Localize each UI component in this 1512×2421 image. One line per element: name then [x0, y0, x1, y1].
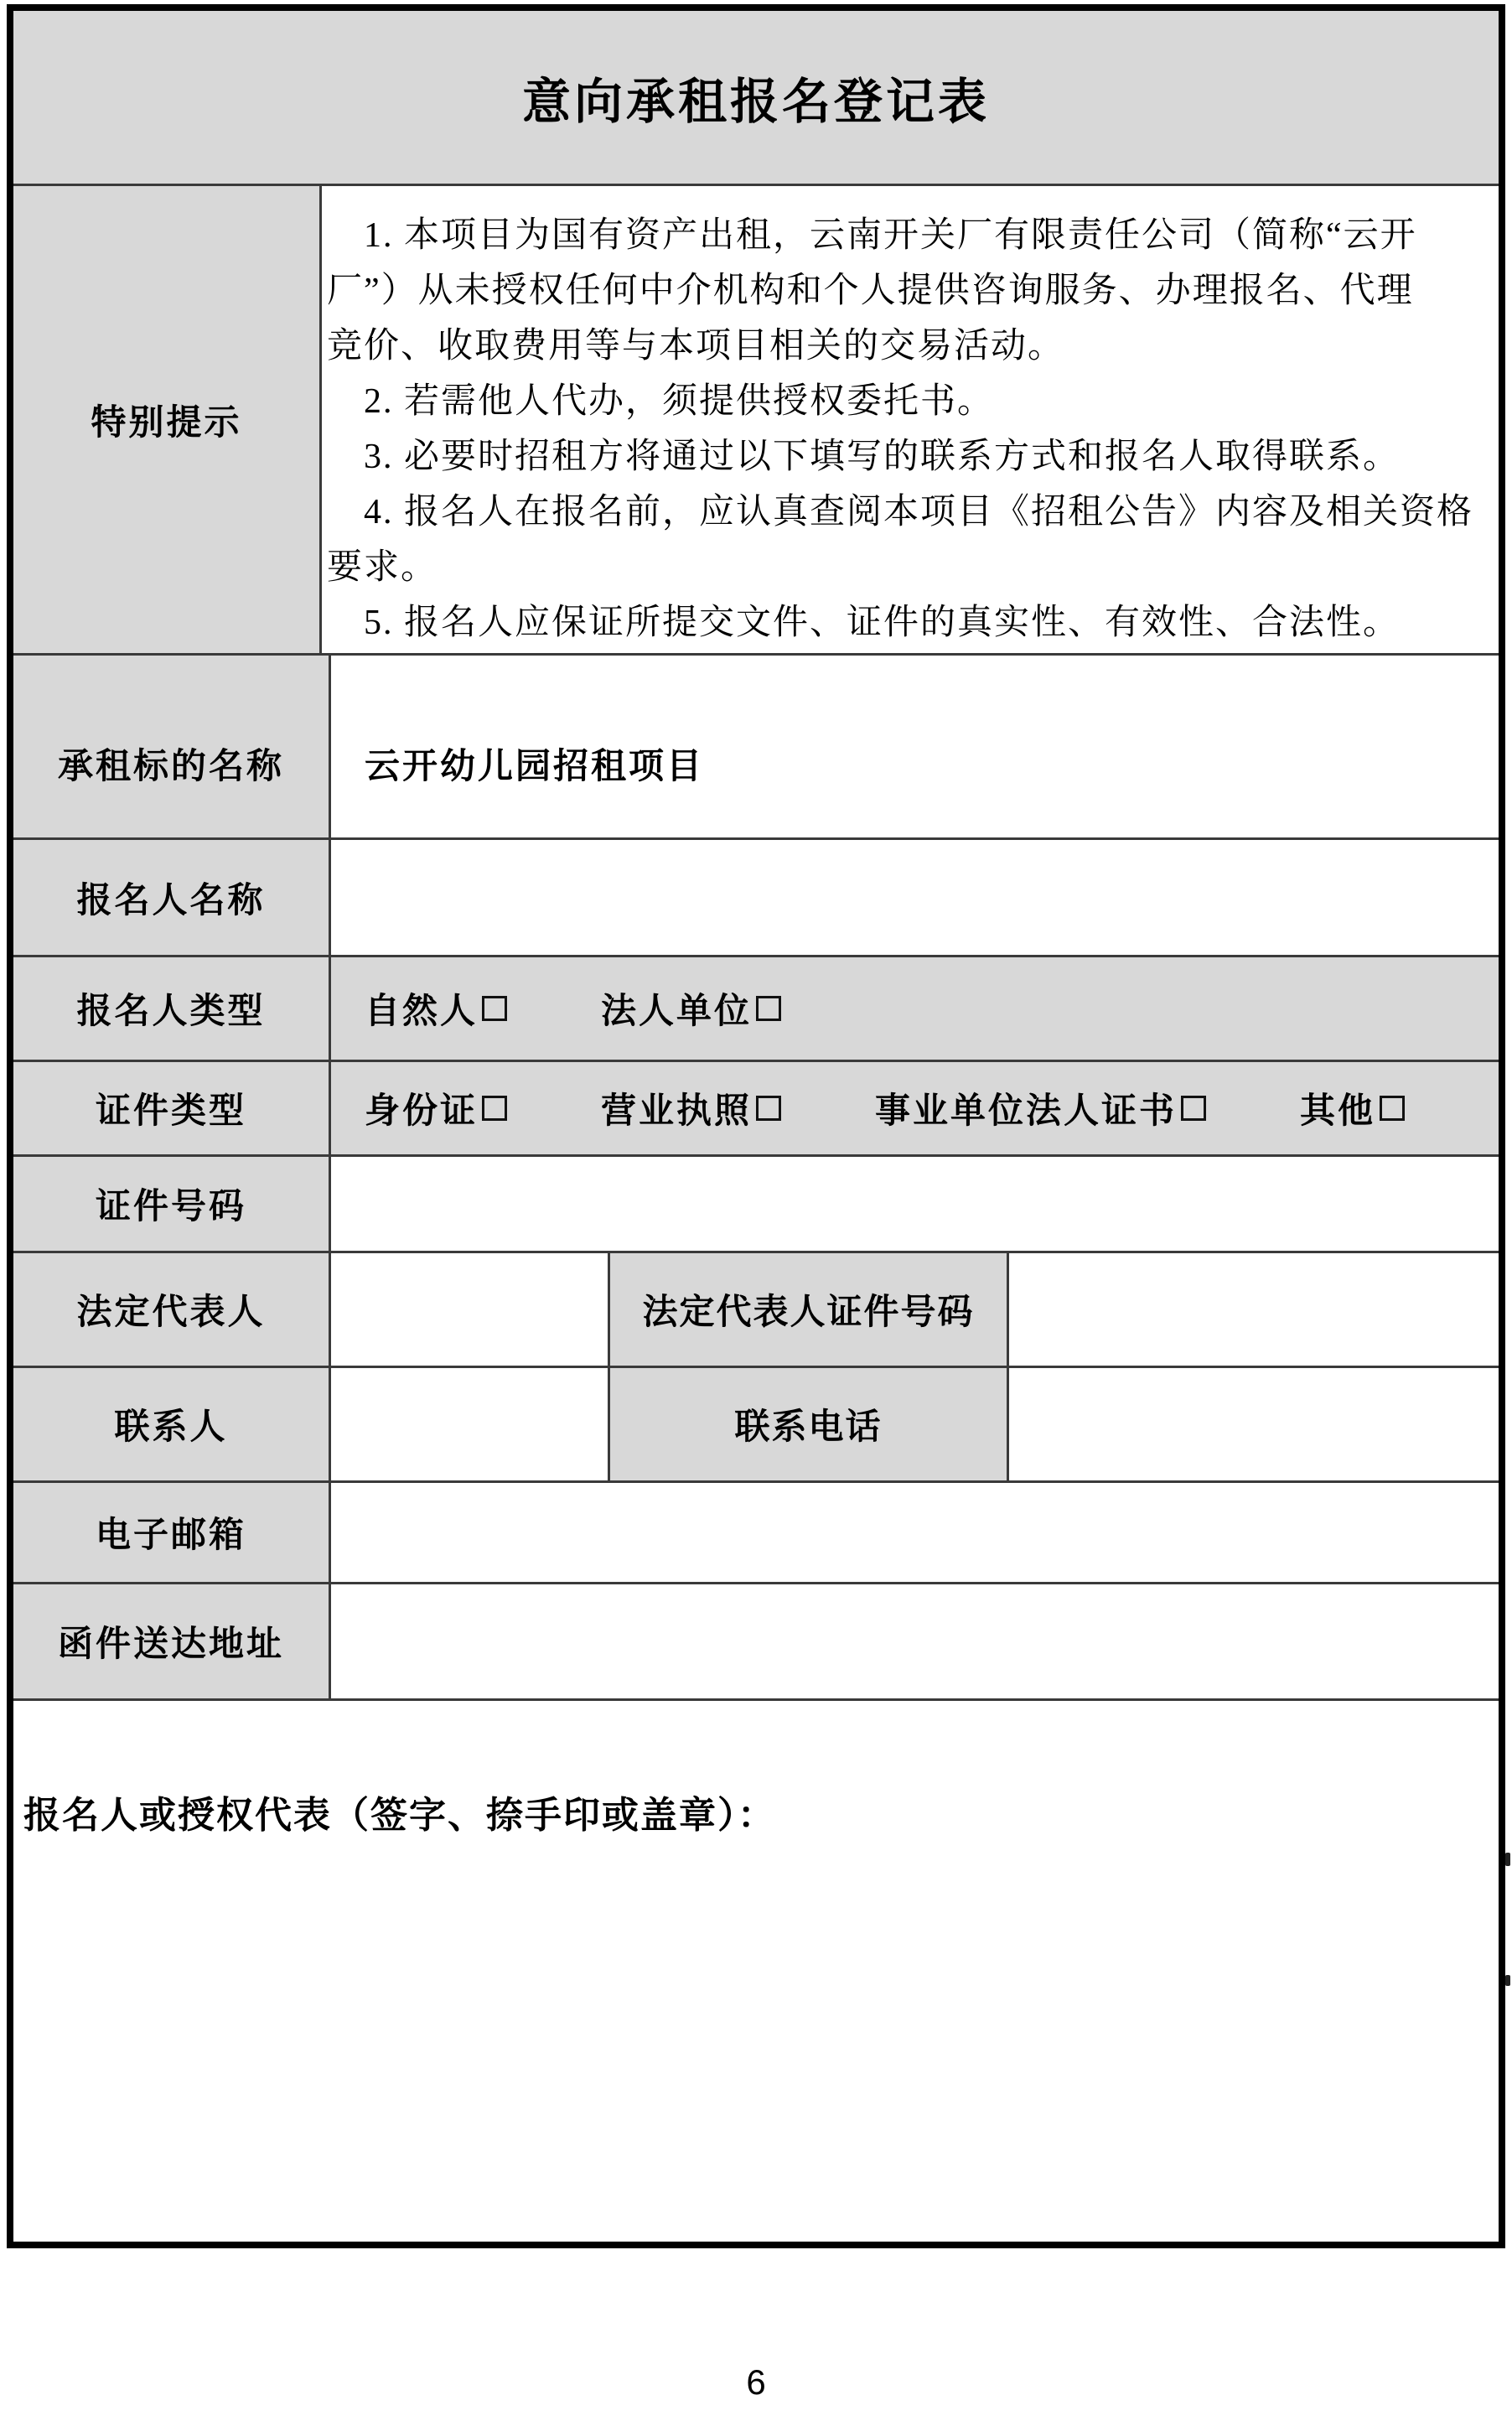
field-label-email: 电子邮箱 [13, 1483, 331, 1582]
notice-item [327, 208, 1473, 374]
row-applicant-name [13, 840, 1499, 957]
checkbox-business-license[interactable] [756, 1096, 781, 1121]
checkbox-id-card[interactable] [482, 1096, 507, 1121]
registration-form-table [7, 4, 1505, 2248]
notice-line: 要求。 [326, 548, 438, 587]
contact-phone-input-cell[interactable] [1009, 1368, 1499, 1480]
legal-rep-cert-no-input-cell[interactable] [1009, 1253, 1499, 1366]
option-institution-legal-cert [875, 1083, 1206, 1133]
option-label: 事业单位法人证书 [875, 1092, 1178, 1131]
cert-number-input-cell[interactable] [331, 1157, 1499, 1251]
row-cert-type [13, 1062, 1499, 1157]
field-label-cert-type: 证件类型 [13, 1062, 331, 1154]
notice-item [327, 374, 1473, 429]
option-label: 身份证 [365, 1092, 479, 1131]
row-cert-number [13, 1157, 1499, 1253]
row-contact [13, 1368, 1499, 1483]
notice-line: 2. 若需他人代办，须提供授权委托书。 [363, 382, 994, 421]
field-label-contact-phone: 联系电话 [610, 1368, 1009, 1480]
notice-item [327, 595, 1473, 651]
notice-items [322, 186, 1499, 653]
checkbox-institution-legal-cert[interactable] [1181, 1096, 1206, 1121]
field-label-special-notice: 特别提示 [13, 186, 322, 653]
page-number: 6 [746, 2362, 766, 2402]
row-email [13, 1483, 1499, 1584]
checkbox-other[interactable] [1380, 1096, 1405, 1121]
row-applicant-type [13, 957, 1499, 1062]
field-label-mail-address: 函件送达地址 [13, 1584, 331, 1698]
notice-item [327, 485, 1473, 595]
field-label-contact-person: 联系人 [13, 1368, 331, 1480]
option-label: 自然人 [365, 993, 479, 1031]
notice-line: 1. 本项目为国有资产出租，云南开关厂有限责任公司（简称“云开 [363, 216, 1417, 255]
row-signature [13, 1701, 1499, 2242]
row-title [13, 11, 1499, 186]
notice-line: 4. 报名人在报名前，应认真查阅本项目《招租公告》内容及相关资格 [363, 493, 1473, 531]
row-notice [13, 186, 1499, 656]
field-label-applicant-name: 报名人名称 [13, 840, 331, 955]
option-label: 其他 [1300, 1092, 1376, 1131]
checkbox-legal-entity[interactable] [756, 996, 781, 1021]
option-legal-entity [601, 983, 781, 1034]
notice-line: 5. 报名人应保证所提交文件、证件的真实性、有效性、合法性。 [363, 604, 1400, 642]
field-label-applicant-type: 报名人类型 [13, 957, 331, 1060]
cert-type-options [331, 1062, 1499, 1154]
applicant-name-input-cell[interactable] [331, 840, 1499, 955]
row-mail-address [13, 1584, 1499, 1701]
mail-address-input-cell[interactable] [331, 1584, 1499, 1698]
field-label-legal-rep: 法定代表人 [13, 1253, 331, 1366]
applicant-type-options [331, 957, 1499, 1060]
row-target-name [13, 656, 1499, 840]
notice-line: 厂”）从未授权任何中介机构和个人提供咨询服务、办理报名、代理 [326, 272, 1414, 310]
page-title: 意向承租报名登记表 [521, 75, 990, 129]
option-label: 营业执照 [601, 1092, 753, 1131]
notice-item [327, 429, 1473, 485]
field-label-target-name: 承租标的名称 [13, 656, 331, 837]
checkbox-natural-person[interactable] [482, 996, 507, 1021]
option-id-card [365, 1083, 507, 1133]
option-label: 法人单位 [601, 993, 753, 1031]
field-label-cert-number: 证件号码 [13, 1157, 331, 1251]
option-other [1300, 1083, 1405, 1133]
notice-line: 3. 必要时招租方将通过以下填写的联系方式和报名人取得联系。 [363, 438, 1400, 476]
notice-line: 竞价、收取费用等与本项目相关的交易活动。 [326, 327, 1064, 365]
scan-artifact [1505, 1975, 1510, 1986]
option-business-license [601, 1083, 781, 1133]
row-legal-rep [13, 1253, 1499, 1368]
signature-area[interactable] [13, 1838, 1499, 2190]
legal-rep-input-cell[interactable] [331, 1253, 610, 1366]
option-natural-person [365, 983, 507, 1034]
field-label-legal-rep-cert-no: 法定代表人证件号码 [610, 1253, 1009, 1366]
scan-artifact [1505, 1853, 1510, 1866]
contact-person-input-cell[interactable] [331, 1368, 610, 1480]
signature-label: 报名人或授权代表（签字、捺手印或盖章）： [23, 1795, 776, 1836]
target-name-value: 云开幼儿园招租项目 [365, 747, 705, 786]
email-input-cell[interactable] [331, 1483, 1499, 1582]
